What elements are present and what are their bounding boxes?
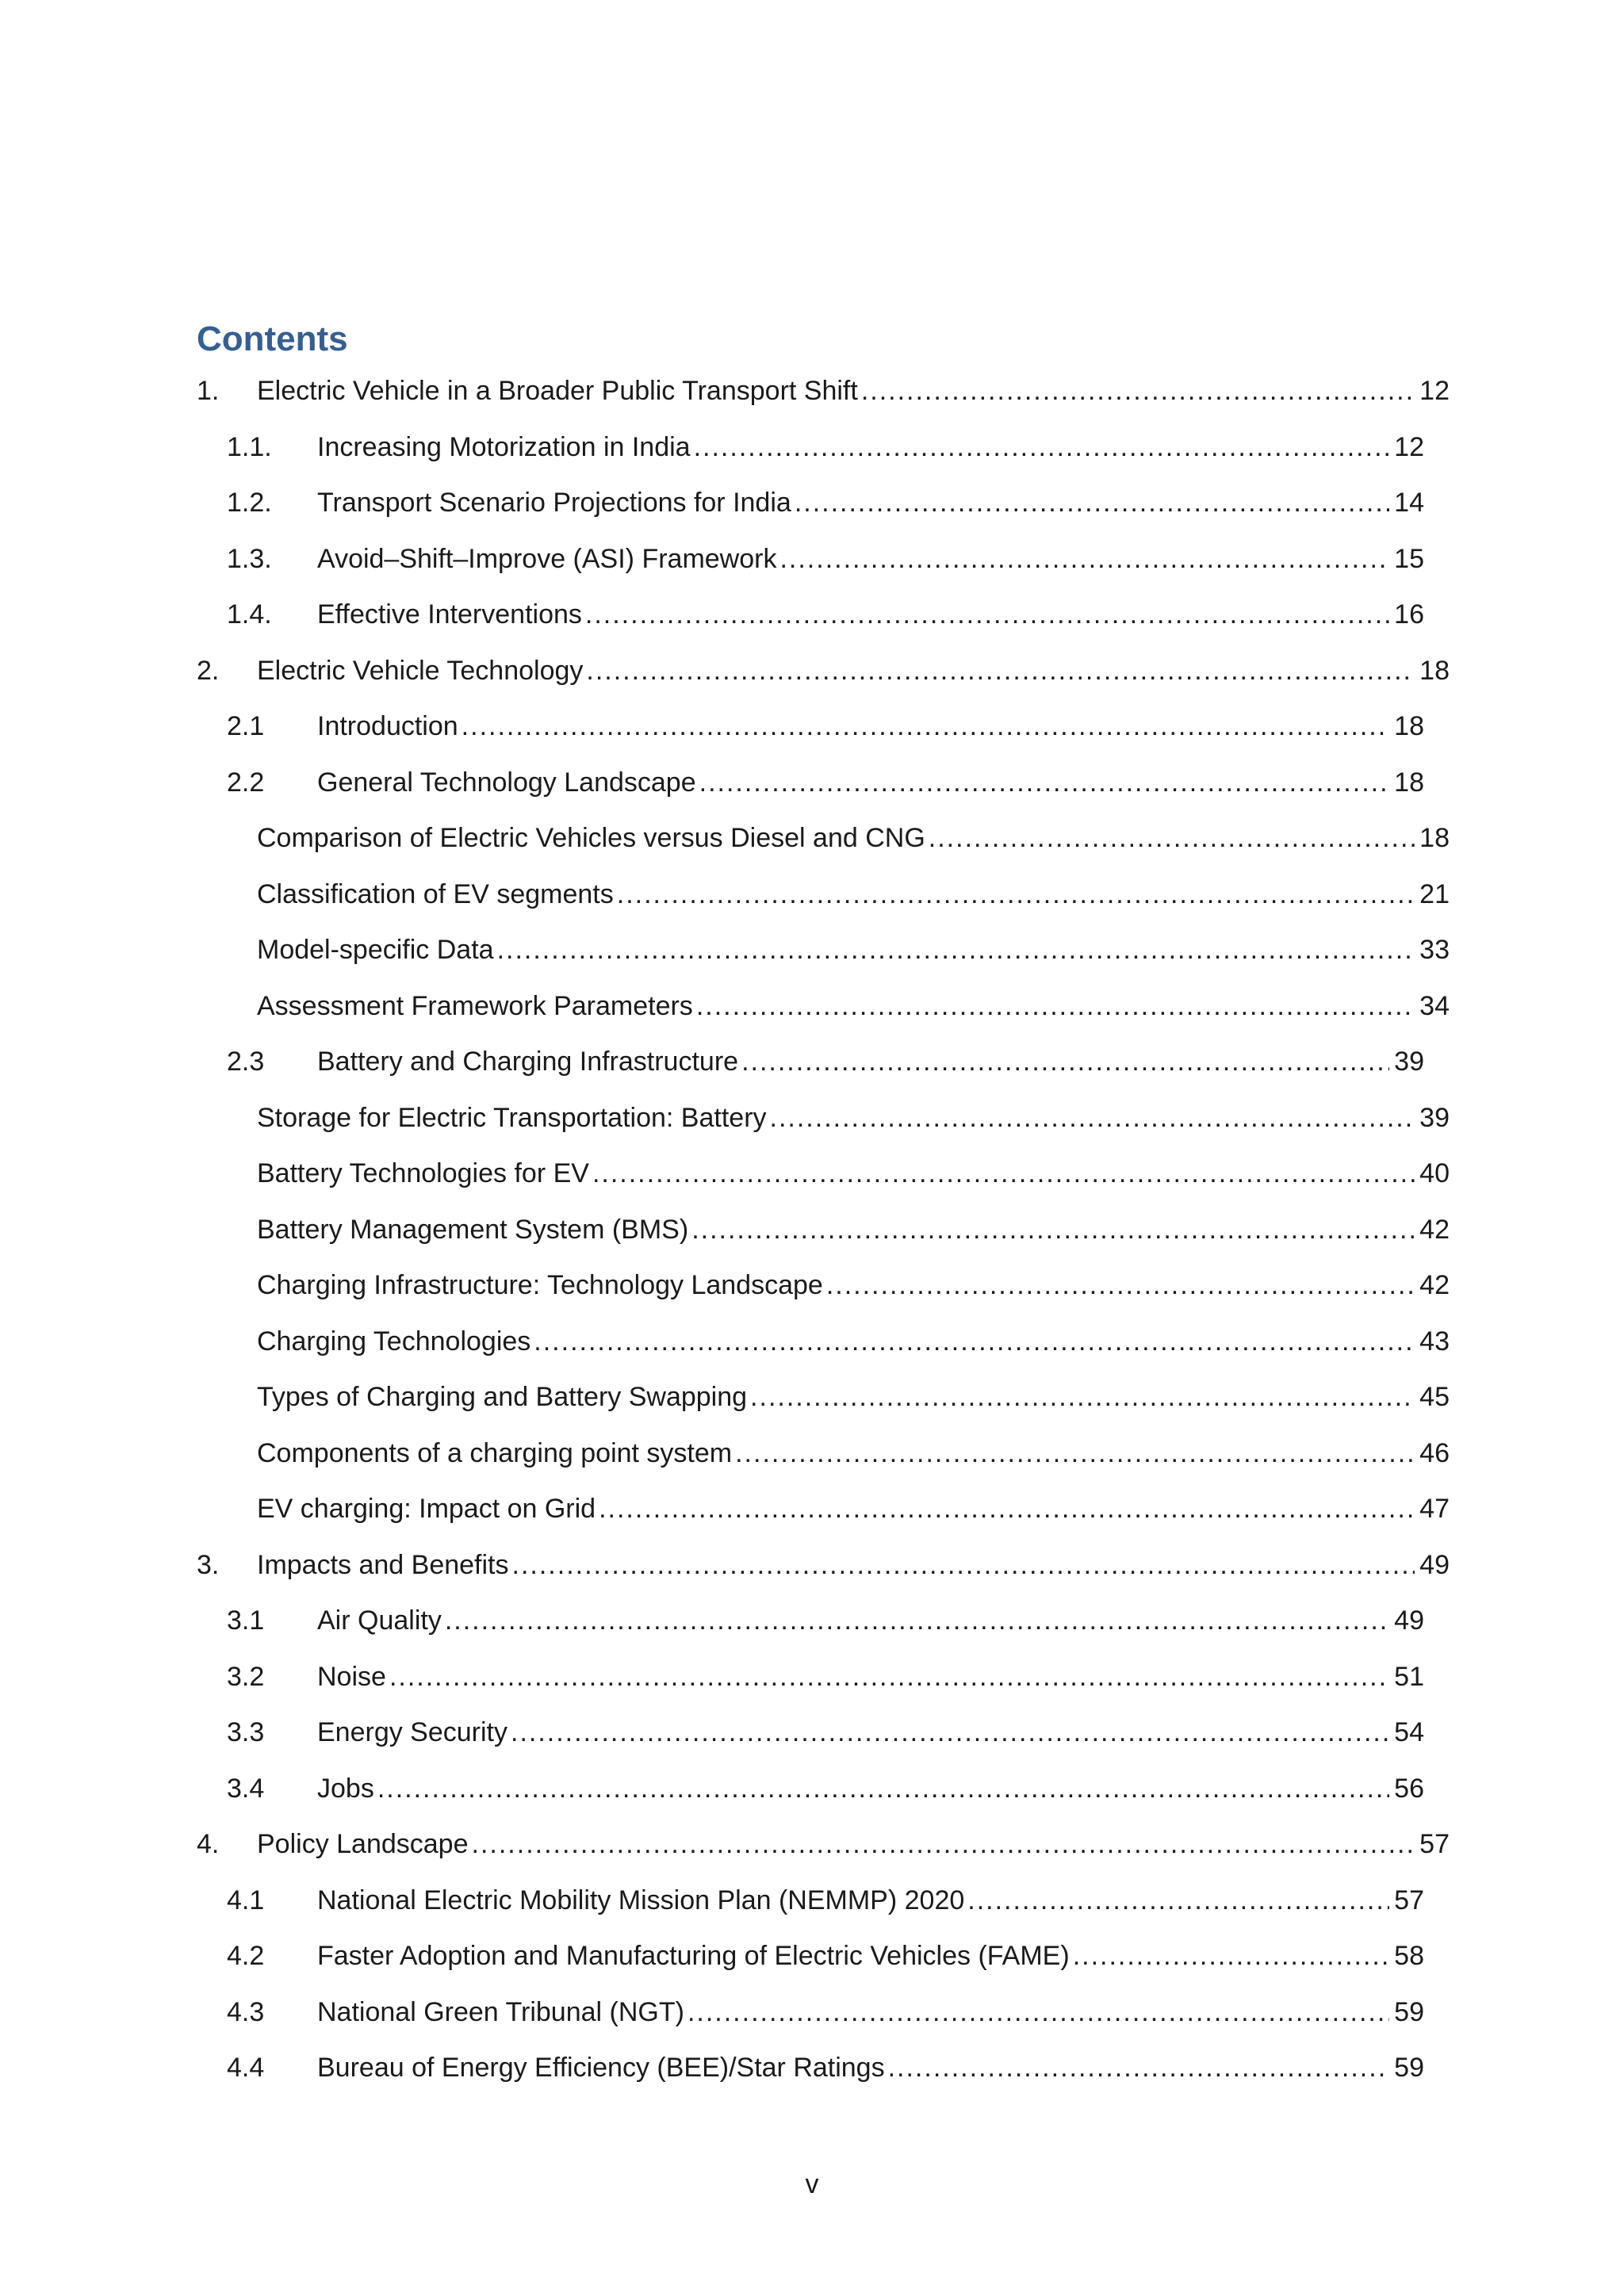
toc-entry-line [317,543,1424,575]
toc-entry-page[interactable]: 56 [1394,1773,1424,1804]
toc-entry-line [257,990,1450,1022]
toc-entry-number: 3.2 [227,1661,265,1692]
toc-entry-title[interactable]: Air Quality [317,1605,442,1636]
dot-leader [770,1102,1415,1134]
toc-entry-title[interactable]: Electric Vehicle in a Broader Public Transport Shift [257,376,858,407]
toc-entry-page[interactable]: 57 [1419,1829,1450,1860]
toc-entry[interactable] [197,587,1450,643]
toc-entry[interactable] [197,1649,1450,1705]
toc-entry-page[interactable]: 57 [1394,1885,1424,1915]
toc-entry-line [317,1046,1424,1077]
toc-entry-page[interactable]: 49 [1419,1549,1450,1580]
toc-entry-line [257,934,1450,966]
dot-leader [741,1046,1389,1077]
toc-entry-number: 3.1 [227,1605,265,1636]
dot-leader [462,710,1390,742]
toc-entry-title[interactable]: EV charging: Impact on Grid [257,1494,596,1525]
toc-entry-number: 2.3 [227,1047,265,1077]
dot-leader [599,1493,1415,1525]
toc-entry-line [317,487,1424,519]
dot-leader [377,1773,1389,1804]
toc-entry-page[interactable]: 34 [1419,990,1450,1021]
dot-leader [472,1828,1415,1860]
toc-entry[interactable] [197,1984,1450,2041]
toc-entry-line [257,1102,1450,1134]
toc-entry-line [317,767,1424,798]
toc-entry[interactable] [197,755,1450,811]
toc-entry-page[interactable]: 39 [1419,1102,1450,1133]
toc-entry-page[interactable]: 12 [1394,431,1424,462]
toc-entry-line [317,2052,1424,2084]
toc-entry-number: 1.3. [227,543,272,574]
toc-heading: Contents [197,320,348,358]
toc-entry-page[interactable]: 59 [1394,1996,1424,2027]
toc-entry-page[interactable]: 33 [1419,935,1450,966]
toc-entry-number: 3.4 [227,1773,265,1804]
dot-leader [826,1269,1415,1301]
toc-entry[interactable] [197,1034,1450,1090]
dot-leader [1073,1940,1389,1972]
toc-entry-line [317,1940,1424,1972]
toc-entry-line [257,655,1450,687]
toc-entry[interactable] [197,810,1450,867]
toc-entry-title[interactable]: Classification of EV segments [257,878,614,909]
toc-entry-number: 2. [197,655,220,686]
toc-entry-title[interactable]: Battery Technologies for EV [257,1158,589,1189]
toc-entry-number: 4.1 [227,1885,265,1915]
dot-leader [694,431,1390,463]
toc-entry-line [257,1828,1450,1860]
toc-entry-page[interactable]: 18 [1419,655,1450,686]
toc-entry[interactable] [197,1593,1450,1649]
toc-entry-page[interactable]: 59 [1394,2053,1424,2084]
toc-entry[interactable] [197,1928,1450,1984]
toc-entry-page[interactable]: 54 [1394,1717,1424,1748]
toc-entry-line [257,375,1450,407]
toc-entry-title[interactable]: Assessment Framework Parameters [257,990,693,1021]
toc-entry-page[interactable]: 15 [1394,543,1424,574]
toc-entry[interactable] [197,922,1450,978]
toc-entry-page[interactable]: 46 [1419,1437,1450,1468]
toc-entry-line [257,1269,1450,1301]
toc-entry-line [257,1549,1450,1581]
toc-entry[interactable] [197,1873,1450,1929]
toc-entry-page[interactable]: 49 [1394,1605,1424,1636]
toc-entry-number: 2.1 [227,711,265,742]
toc-entry-page[interactable]: 12 [1419,376,1450,407]
dot-leader [696,990,1415,1022]
toc-entry[interactable] [197,1257,1450,1314]
toc-entry[interactable] [197,1369,1450,1425]
toc-entry-number: 4. [197,1829,220,1860]
toc-entry-page[interactable]: 18 [1394,711,1424,742]
toc-entry[interactable] [197,1146,1450,1202]
toc-entry[interactable] [197,2040,1450,2096]
toc-entry-title[interactable]: Model-specific Data [257,935,494,966]
toc-entry-page[interactable]: 18 [1419,823,1450,854]
toc-entry-page[interactable]: 51 [1394,1661,1424,1692]
toc-entry-page[interactable]: 58 [1394,1941,1424,1972]
dot-leader [750,1381,1415,1413]
dot-leader [888,2052,1390,2084]
toc-entry[interactable] [197,531,1450,587]
toc-entry[interactable] [197,363,1450,419]
toc-entry-line [317,1605,1424,1636]
toc-entry-page[interactable]: 40 [1419,1158,1450,1189]
toc-entry-page[interactable]: 16 [1394,599,1424,630]
dot-leader [861,375,1415,407]
toc-entry-page[interactable]: 47 [1419,1494,1450,1525]
dot-leader [699,767,1390,798]
toc-entry[interactable] [197,1425,1450,1482]
toc-entry-title[interactable]: Types of Charging and Battery Swapping [257,1382,748,1413]
dot-leader [389,1661,1389,1693]
toc-entry[interactable] [197,698,1450,755]
toc-entry-page[interactable]: 14 [1394,488,1424,519]
toc-entry-title[interactable]: National Green Tribunal (NGT) [317,1996,684,2027]
toc-entry-line [257,822,1450,854]
toc-entry-page[interactable]: 42 [1419,1270,1450,1301]
toc-entry[interactable] [197,419,1450,476]
toc-entry-title[interactable]: Charging Technologies [257,1326,531,1357]
dot-leader [592,1158,1415,1189]
toc-entry-title[interactable]: Transport Scenario Projections for India [317,488,791,519]
toc-entry-number: 3.3 [227,1717,265,1748]
toc-entry-number: 1.2. [227,488,272,519]
toc-entry[interactable] [197,867,1450,923]
toc-entry-line [257,1381,1450,1413]
toc-entry-number: 4.3 [227,1996,265,2027]
toc-entry-page[interactable]: 42 [1419,1214,1450,1245]
toc-entry-line [257,878,1450,910]
toc-entry-line [317,710,1424,742]
dot-leader [534,1326,1415,1357]
toc-entry[interactable] [197,1481,1450,1537]
toc-entry-line [257,1493,1450,1525]
toc-entry-title[interactable]: Faster Adoption and Manufacturing of Electric Vehicles (FAME) [317,1941,1070,1972]
toc-entry[interactable] [197,1090,1450,1146]
dot-leader [585,599,1389,630]
toc-entry-number: 4.4 [227,2053,265,2084]
toc-entry-title[interactable]: Noise [317,1661,386,1692]
toc-entry[interactable] [197,643,1450,699]
toc-entry-page[interactable]: 45 [1419,1382,1450,1413]
toc-entry-page[interactable]: 18 [1394,767,1424,798]
toc-entry[interactable] [197,1202,1450,1258]
toc-entry-page[interactable]: 43 [1419,1326,1450,1357]
toc-entry-title[interactable]: Charging Infrastructure: Technology Landscape [257,1270,823,1301]
toc-entry-title[interactable]: Jobs [317,1773,374,1804]
toc-entry[interactable] [197,1314,1450,1370]
toc-entry-title[interactable]: Components of a charging point system [257,1437,733,1468]
toc-entry-number: 1. [197,376,220,407]
toc-entry-line [317,1661,1424,1693]
toc-entry-line [257,1214,1450,1246]
toc-entry-line [317,1885,1424,1916]
dot-leader [511,1716,1389,1748]
toc-entry-number: 3. [197,1549,220,1580]
dot-leader [497,934,1415,966]
dot-leader [688,1996,1389,2028]
toc-entry-title[interactable]: Bureau of Energy Efficiency (BEE)/Star Ratings [317,2053,885,2084]
dot-leader [512,1549,1415,1581]
toc-entry-line [317,599,1424,630]
toc-entry-title[interactable]: General Technology Landscape [317,767,696,798]
toc-entry[interactable] [197,978,1450,1035]
dot-leader [445,1605,1389,1636]
toc-entry[interactable] [197,1761,1450,1817]
toc-entry[interactable] [197,1705,1450,1761]
toc-entry-title[interactable]: Policy Landscape [257,1829,469,1860]
dot-leader [586,655,1415,687]
dot-leader [929,822,1415,854]
toc-entry-number: 1.4. [227,599,272,630]
toc-entry-line [317,1996,1424,2028]
toc-entry-page[interactable]: 21 [1419,878,1450,909]
toc-entry-title[interactable]: National Electric Mobility Mission Plan (NEMMP) 2020 [317,1885,965,1915]
toc-entry-line [317,1773,1424,1804]
dot-leader [795,487,1389,519]
toc-entry-title[interactable]: Effective Interventions [317,599,582,630]
toc-entry-title[interactable]: Energy Security [317,1717,508,1748]
toc-entry-title[interactable]: Battery and Charging Infrastructure [317,1047,739,1077]
dot-leader [735,1437,1415,1469]
dot-leader [691,1214,1415,1246]
toc-entry-title[interactable]: Electric Vehicle Technology [257,655,584,686]
toc-entry-number: 4.2 [227,1941,265,1972]
toc-entry-line [257,1326,1450,1357]
toc-entry-title[interactable]: Impacts and Benefits [257,1549,509,1580]
toc-entry-page[interactable]: 39 [1394,1047,1424,1077]
dot-leader [779,543,1389,575]
toc-entry[interactable] [197,1537,1450,1594]
toc-entry-line [257,1158,1450,1189]
toc-entry-line [317,431,1424,463]
dot-leader [967,1885,1389,1916]
toc-entry-title[interactable]: Battery Management System (BMS) [257,1214,689,1245]
toc-entry-number: 1.1. [227,431,272,462]
toc-list [197,363,1450,2096]
toc-entry-line [317,1716,1424,1748]
toc-entry-title[interactable]: Storage for Electric Transportation: Battery [257,1102,767,1133]
toc-entry[interactable] [197,475,1450,531]
toc-entry[interactable] [197,1816,1450,1873]
toc-entry-title[interactable]: Comparison of Electric Vehicles versus Diesel and CNG [257,823,925,854]
toc-entry-title[interactable]: Increasing Motorization in India [317,431,691,462]
page-number: v [805,2169,819,2199]
toc-entry-line [257,1437,1450,1469]
toc-entry-title[interactable]: Avoid–Shift–Improve (ASI) Framework [317,543,777,574]
toc-entry-title[interactable]: Introduction [317,711,458,742]
dot-leader [617,878,1415,910]
toc-entry-number: 2.2 [227,767,265,798]
